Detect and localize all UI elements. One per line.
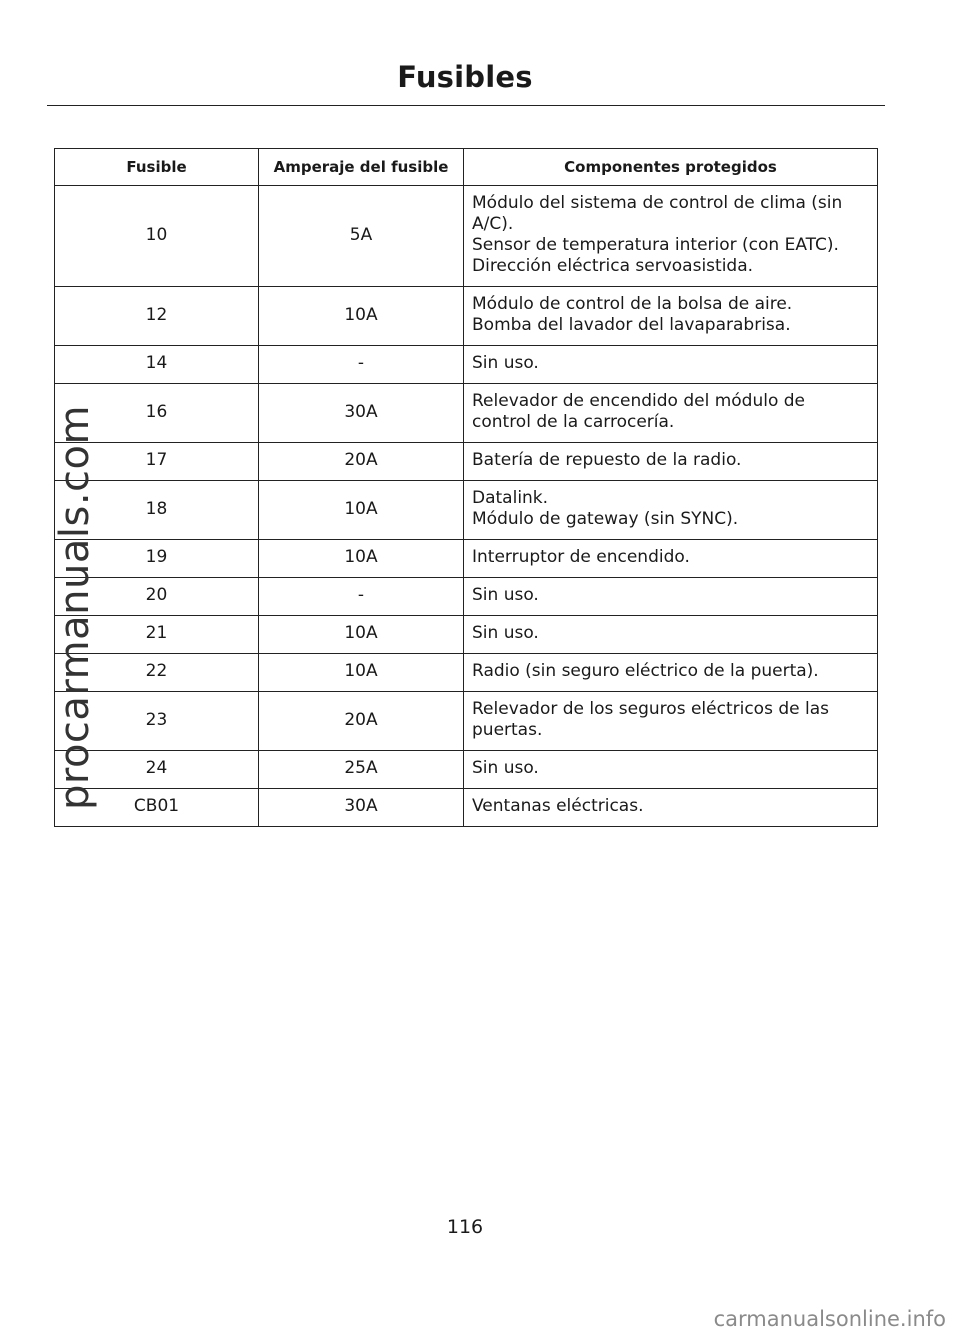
components-cell — [464, 384, 878, 443]
amperage-cell: 10A — [259, 654, 464, 692]
table-row — [55, 443, 878, 481]
components-cell — [464, 578, 878, 616]
page-number: 116 — [446, 1216, 484, 1238]
table-row — [55, 616, 878, 654]
fuse-number-cell: 17 — [55, 443, 259, 481]
component-line: Módulo del sistema de control de clima (sin — [472, 193, 843, 213]
fuse-number-cell: 14 — [55, 346, 259, 384]
component-line: Sin uso. — [472, 623, 539, 643]
component-line: control de la carrocería. — [472, 412, 675, 432]
component-line: Dirección eléctrica servoasistida. — [472, 256, 754, 276]
components-cell — [464, 443, 878, 481]
components-cell — [464, 654, 878, 692]
amperage-cell: 25A — [259, 751, 464, 789]
table-row — [55, 654, 878, 692]
component-line: A/C). — [472, 214, 514, 234]
fuse-number-cell: 18 — [55, 481, 259, 540]
amperage-cell: 10A — [259, 540, 464, 578]
component-line: Módulo de gateway (sin SYNC). — [472, 509, 739, 529]
fuse-number-cell: 20 — [55, 578, 259, 616]
footer-watermark: carmanualsonline.info — [713, 1307, 946, 1331]
table-row — [55, 540, 878, 578]
side-watermark: procarmanuals.com — [52, 405, 98, 810]
fuse-number-cell: 22 — [55, 654, 259, 692]
header-amperage: Amperaje del fusible — [259, 149, 464, 186]
component-line: Sin uso. — [472, 758, 539, 778]
amperage-cell: 20A — [259, 692, 464, 751]
table-row — [55, 186, 878, 287]
amperage-cell: 10A — [259, 616, 464, 654]
component-line: Relevador de los seguros eléctricos de las — [472, 699, 829, 719]
fuse-number-cell: 12 — [55, 287, 259, 346]
component-line: Interruptor de encendido. — [472, 547, 690, 567]
fuse-number-cell: 19 — [55, 540, 259, 578]
title-divider — [47, 105, 885, 106]
component-line: Batería de repuesto de la radio. — [472, 450, 742, 470]
component-line: Bomba del lavador del lavaparabrisa. — [472, 315, 791, 335]
table-body — [55, 186, 878, 827]
fuse-number-cell: CB01 — [55, 789, 259, 827]
table-row — [55, 287, 878, 346]
header-components: Componentes protegidos — [464, 149, 878, 186]
amperage-cell: - — [259, 346, 464, 384]
fuse-number-cell: 10 — [55, 186, 259, 287]
amperage-cell: 20A — [259, 443, 464, 481]
page-title: Fusibles — [397, 60, 533, 94]
amperage-cell: 10A — [259, 287, 464, 346]
components-cell — [464, 481, 878, 540]
components-cell — [464, 692, 878, 751]
table-row — [55, 346, 878, 384]
table-row — [55, 692, 878, 751]
amperage-cell: - — [259, 578, 464, 616]
table-row — [55, 751, 878, 789]
table-row — [55, 481, 878, 540]
fuse-number-cell: 16 — [55, 384, 259, 443]
table-header-row — [55, 149, 878, 186]
components-cell — [464, 789, 878, 827]
component-line: Sin uso. — [472, 353, 539, 373]
amperage-cell: 30A — [259, 789, 464, 827]
components-cell — [464, 346, 878, 384]
components-cell — [464, 287, 878, 346]
table-row — [55, 384, 878, 443]
table-row — [55, 789, 878, 827]
component-line: Radio (sin seguro eléctrico de la puerta). — [472, 661, 819, 681]
amperage-cell: 30A — [259, 384, 464, 443]
fuse-table — [54, 148, 878, 827]
header-fuse: Fusible — [55, 149, 259, 186]
table-row — [55, 578, 878, 616]
fuse-number-cell: 23 — [55, 692, 259, 751]
fuse-number-cell: 21 — [55, 616, 259, 654]
amperage-cell: 10A — [259, 481, 464, 540]
component-line: Sensor de temperatura interior (con EATC). — [472, 235, 839, 255]
component-line: Relevador de encendido del módulo de — [472, 391, 806, 411]
fuse-number-cell: 24 — [55, 751, 259, 789]
components-cell — [464, 186, 878, 287]
components-cell — [464, 751, 878, 789]
component-line: Ventanas eléctricas. — [472, 796, 644, 816]
amperage-cell: 5A — [259, 186, 464, 287]
component-line: Datalink. — [472, 488, 549, 508]
components-cell — [464, 616, 878, 654]
component-line: Módulo de control de la bolsa de aire. — [472, 294, 793, 314]
component-line: puertas. — [472, 720, 543, 740]
components-cell — [464, 540, 878, 578]
component-line: Sin uso. — [472, 585, 539, 605]
